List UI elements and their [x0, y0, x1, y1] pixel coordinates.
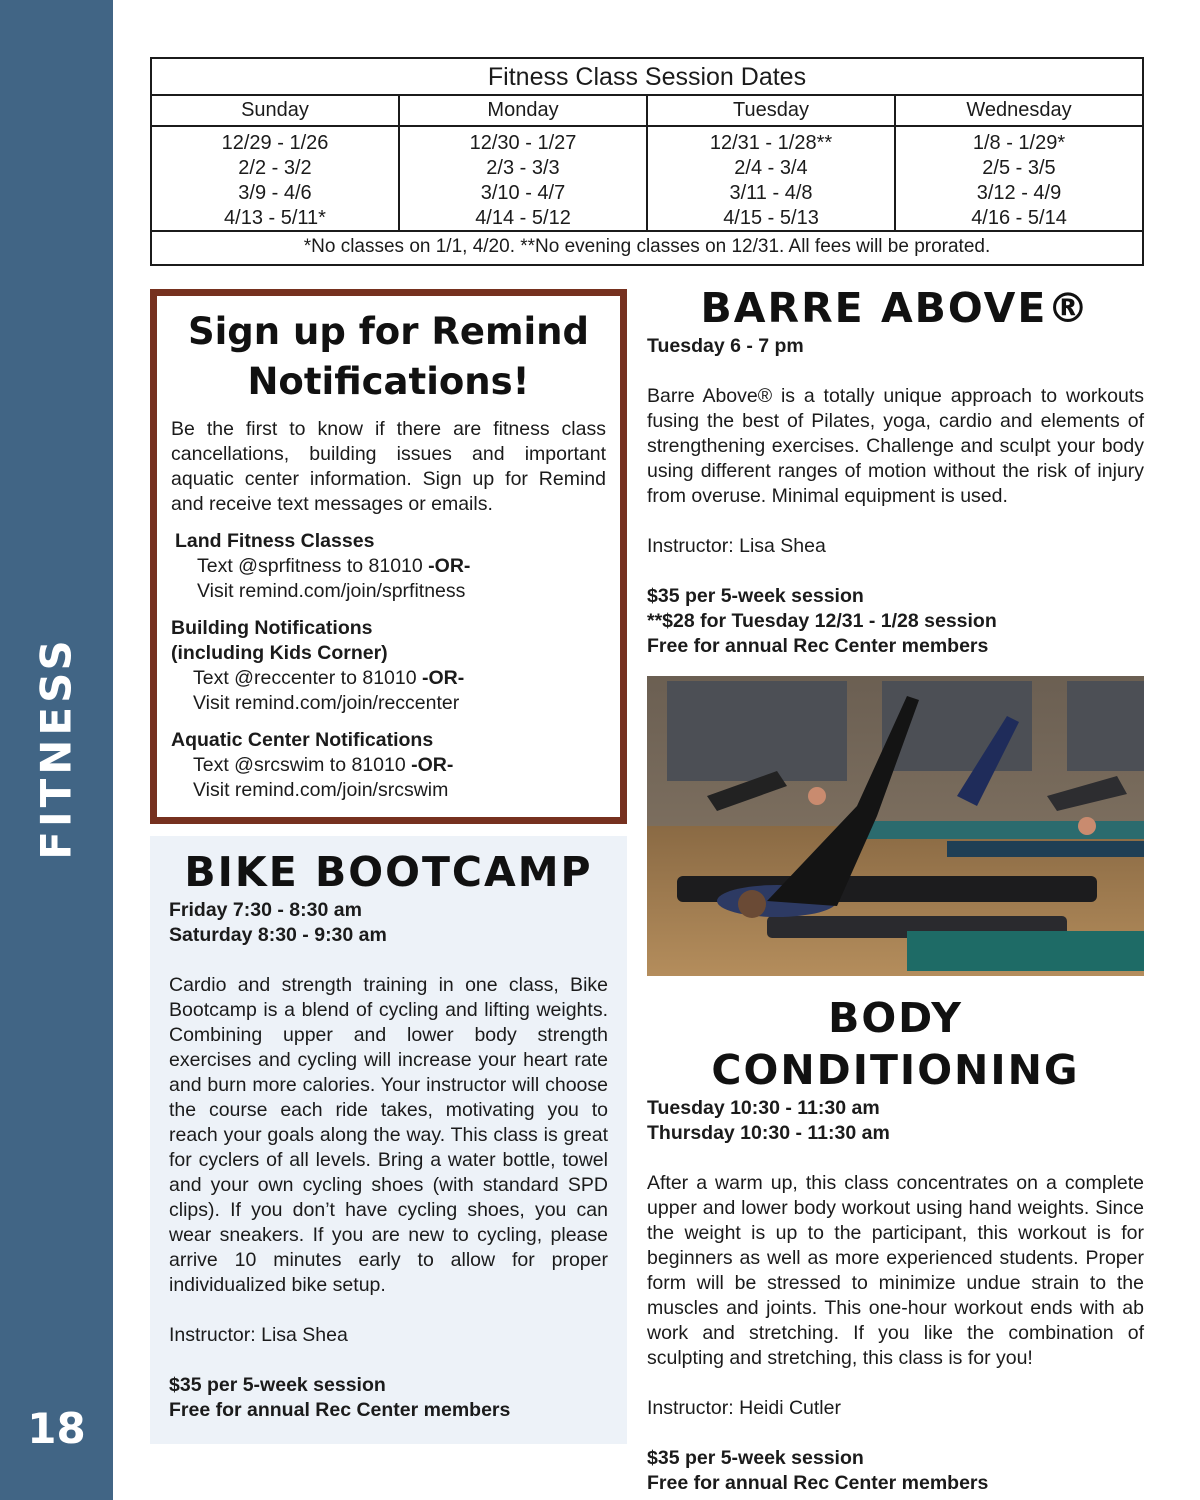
- instructor: Instructor: Lisa Shea: [647, 535, 826, 557]
- table-cell-monday: [400, 127, 648, 230]
- session-date: 4/14 - 5/12: [475, 207, 571, 229]
- schedule-line: Thursday 10:30 - 11:30 am: [647, 1122, 890, 1144]
- price-line: Free for annual Rec Center members: [647, 635, 989, 657]
- section-title: BIKE BOOTCAMP: [184, 848, 593, 896]
- class-schedule: [169, 898, 608, 948]
- remind-group-heading: Aquatic Center Notifications: [171, 729, 434, 751]
- class-description: After a warm up, this class concentrates on a complete upper and lower body workout using hand weights. Since the weight is up to the participant, this workout is for beginners as well as more experienced students. Proper form will be stressed to minimize undue strain to the muscles and joints. This one-hour workout ends with ab work and stretching. If you like the combination of sculpting and stretching, this class is for you!: [647, 1172, 1144, 1369]
- column-header: Tuesday: [648, 96, 896, 125]
- price-line: Free for annual Rec Center members: [647, 1472, 989, 1494]
- remind-group-building: [171, 616, 606, 716]
- instructor: Instructor: Heidi Cutler: [647, 1397, 841, 1419]
- column-header: Sunday: [152, 96, 400, 125]
- schedule-line: Tuesday 6 - 7 pm: [647, 335, 804, 357]
- text-instruction: Text @srcswim to 81010: [193, 754, 406, 776]
- or-label: -OR-: [428, 555, 471, 577]
- class-description: Barre Above® is a totally unique approach to workouts fusing the best of Pilates, yoga, cardio and elements of strengthening exercises. Challenge and sculpt your body using different ranges of motion without the risk of injury from overuse. Minimal equipment is used.: [647, 385, 1144, 507]
- remind-group-heading: Building Notifications: [171, 617, 373, 639]
- class-pricing: [647, 1446, 1144, 1496]
- remind-text-line: [175, 554, 606, 579]
- or-label: -OR-: [411, 754, 454, 776]
- class-description: Cardio and strength training in one class, Bike Bootcamp is a blend of cycling and lifting weights. Combining upper and lower body strength exercises and cycling will increase your heart rate and burn more calories. Your instructor will choose the course each ride takes, motivating you to reach your goals along the way. This class is great for cyclers of all levels. Bring a water bottle, towel and your own cycling shoes (with standard SPD clips). If you don’t have cycling shoes, you can wear sneakers. If you are new to cycling, please arrive 10 minutes early to allow for proper individualized bike setup.: [169, 974, 608, 1296]
- remind-visit-link[interactable]: Visit remind.com/join/sprfitness: [197, 580, 466, 602]
- remind-intro: Be the first to know if there are fitness class cancellations, building issues and important aquatic center information. Sign up for Remind and receive text messages or emails.: [171, 418, 606, 515]
- remind-group-aquatic: [171, 728, 606, 803]
- body-conditioning-section: [647, 992, 1144, 1496]
- session-date: 4/13 - 5/11*: [224, 207, 326, 229]
- class-pricing: [169, 1373, 608, 1423]
- session-date: 12/30 - 1/27: [469, 132, 577, 154]
- sidebar: [0, 0, 113, 1500]
- schedule-line: Tuesday 10:30 - 11:30 am: [647, 1097, 880, 1119]
- instructor: Instructor: Lisa Shea: [169, 1324, 348, 1346]
- table-body-row: [152, 127, 1142, 232]
- remind-group-subheading: (including Kids Corner): [171, 642, 388, 664]
- remind-title-line: Sign up for Remind: [187, 310, 590, 353]
- table-cell-tuesday: [648, 127, 896, 230]
- price-line: **$28 for Tuesday 12/31 - 1/28 session: [647, 610, 997, 632]
- table-title: Fitness Class Session Dates: [152, 59, 1142, 96]
- session-date: 3/12 - 4/9: [976, 182, 1062, 204]
- price-line: Free for annual Rec Center members: [169, 1399, 511, 1421]
- barre-class-photo: [647, 676, 1144, 976]
- session-date: 2/4 - 3/4: [734, 157, 808, 179]
- price-line: $35 per 5-week session: [169, 1374, 386, 1396]
- price-line: $35 per 5-week session: [647, 1447, 864, 1469]
- session-date: 12/29 - 1/26: [221, 132, 329, 154]
- schedule-line: Friday 7:30 - 8:30 am: [169, 899, 362, 921]
- session-date: 2/3 - 3/3: [486, 157, 560, 179]
- price-line: $35 per 5-week session: [647, 585, 864, 607]
- class-schedule: [647, 334, 1144, 359]
- session-date: 2/2 - 3/2: [238, 157, 312, 179]
- session-date: 4/16 - 5/14: [971, 207, 1067, 229]
- section-label: FITNESS: [31, 636, 81, 860]
- remind-text-line: [171, 666, 606, 691]
- column-header: Wednesday: [966, 99, 1072, 121]
- table-header-row: [152, 96, 1142, 127]
- remind-visit-link[interactable]: Visit remind.com/join/srcswim: [193, 779, 449, 801]
- remind-signup-box: [150, 289, 627, 824]
- barre-above-section: [647, 282, 1144, 659]
- remind-title-line: Notifications!: [247, 360, 530, 403]
- session-date: 3/10 - 4/7: [480, 182, 566, 204]
- remind-group-heading: Land Fitness Classes: [175, 530, 375, 552]
- session-date: 4/15 - 5/13: [723, 207, 819, 229]
- page-number: 18: [27, 1404, 86, 1453]
- session-date: 3/9 - 4/6: [238, 182, 312, 204]
- session-date: 12/31 - 1/28**: [709, 132, 833, 154]
- column-header: Monday: [400, 96, 648, 125]
- session-dates-table: [150, 57, 1144, 266]
- table-cell-sunday: [152, 127, 400, 230]
- remind-visit-link[interactable]: Visit remind.com/join/reccenter: [193, 692, 460, 714]
- session-date: 3/11 - 4/8: [729, 182, 813, 204]
- text-instruction: Text @sprfitness to 81010: [197, 555, 423, 577]
- text-instruction: Text @reccenter to 81010: [193, 667, 417, 689]
- section-title: BODY CONDITIONING: [711, 994, 1080, 1094]
- table-footnote: *No classes on 1/1, 4/20. **No evening classes on 12/31. All fees will be prorated.: [303, 236, 991, 257]
- class-pricing: [647, 584, 1144, 659]
- remind-title: [171, 307, 606, 407]
- remind-text-line: [171, 753, 606, 778]
- table-cell-wednesday: [896, 127, 1142, 230]
- session-date: 2/5 - 3/5: [982, 157, 1056, 179]
- schedule-line: Saturday 8:30 - 9:30 am: [169, 924, 387, 946]
- class-schedule: [647, 1096, 1144, 1146]
- session-date: 1/8 - 1/29*: [972, 132, 1066, 154]
- remind-group-land-fitness: [175, 529, 606, 604]
- bike-bootcamp-section: [150, 836, 627, 1444]
- section-title: BARRE ABOVE®: [700, 284, 1091, 332]
- or-label: -OR-: [422, 667, 465, 689]
